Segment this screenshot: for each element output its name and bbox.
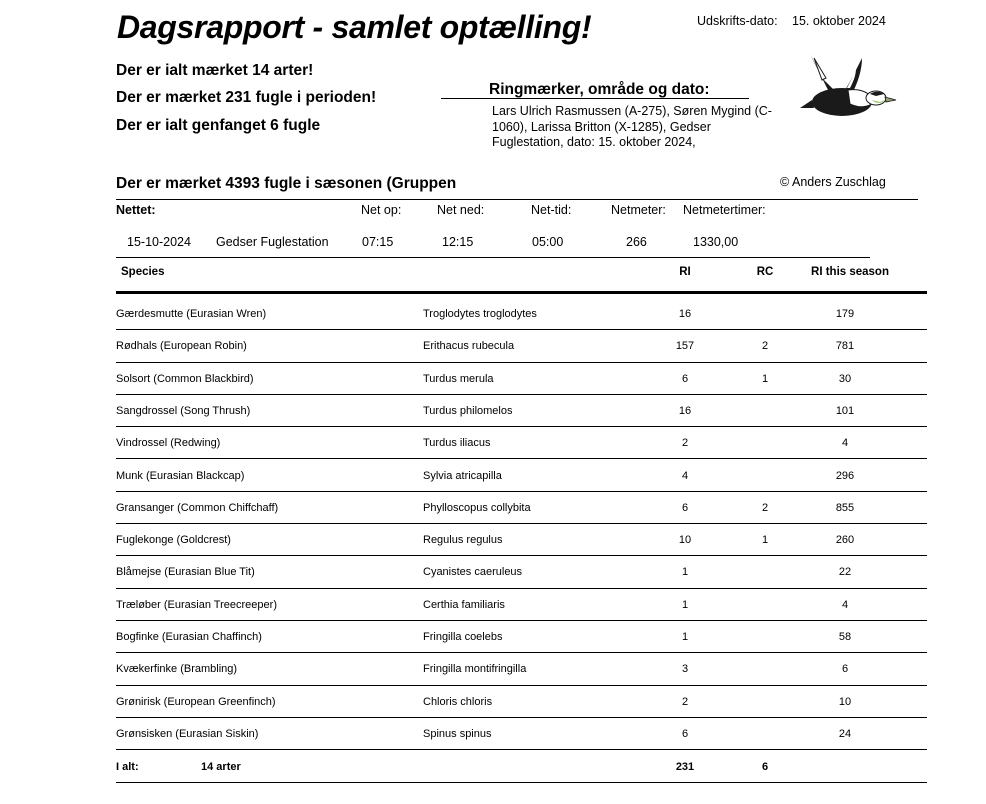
- ri-value: 10: [678, 534, 692, 547]
- ri-season-value: 781: [835, 340, 855, 353]
- table-row: [116, 394, 927, 427]
- col-header-ri-season: RI this season: [811, 266, 889, 278]
- table-row: [116, 620, 927, 653]
- scientific-name: Turdus merula: [423, 372, 494, 385]
- species-name: Blåmejse (Eurasian Blue Tit): [116, 566, 255, 579]
- species-name: Gransanger (Common Chiffchaff): [116, 501, 279, 514]
- summary-species-count: Der er ialt mærket 14 arter!: [116, 62, 314, 79]
- table-row: [116, 362, 927, 395]
- total-species-count: 14 arter: [201, 761, 241, 773]
- species-name: Gærdesmutte (Eurasian Wren): [116, 308, 267, 320]
- ringers-heading: Ringmærker, område og dato:: [489, 81, 710, 98]
- net-up-value: 07:15: [362, 235, 394, 249]
- ri-season-value: 101: [835, 404, 855, 417]
- net-time-label: Net-tid:: [531, 203, 572, 217]
- scientific-name: Phylloscopus collybita: [423, 501, 531, 514]
- ri-season-value: 10: [838, 695, 852, 708]
- scientific-name: Erithacus rubecula: [423, 340, 515, 353]
- table-total-row: [116, 750, 927, 783]
- copyright: © Anders Zuschlag: [780, 175, 886, 189]
- summary-birds-period: Der er mærket 231 fugle i perioden!: [116, 89, 377, 106]
- rc-value: 2: [761, 340, 769, 353]
- rc-value: 2: [761, 501, 769, 514]
- net-time-value: 05:00: [532, 235, 564, 249]
- print-date-label: Udskrifts-dato:: [697, 14, 778, 28]
- ri-season-value: 855: [835, 501, 855, 514]
- table-row: [116, 555, 927, 588]
- table-row: [116, 426, 927, 459]
- net-up-label: Net op:: [361, 203, 402, 217]
- net-top-rule: [116, 199, 918, 200]
- ri-value: 16: [678, 404, 692, 417]
- ri-value: 4: [681, 469, 689, 482]
- table-row: [116, 491, 927, 524]
- print-date: 15. oktober 2024: [792, 14, 886, 28]
- net-meters-value: 266: [626, 235, 647, 249]
- table-row: [116, 685, 927, 718]
- table-row: [116, 588, 927, 621]
- ri-season-value: 179: [835, 308, 855, 320]
- total-rc: 6: [761, 761, 769, 773]
- scientific-name: Certhia familiaris: [423, 598, 505, 611]
- net-date: 15-10-2024: [127, 235, 191, 249]
- scientific-name: Fringilla montifringilla: [423, 663, 527, 676]
- species-name: Grønsisken (Eurasian Siskin): [116, 727, 259, 740]
- ri-value: 1: [681, 631, 689, 643]
- table-row: [116, 652, 927, 685]
- ri-value: 1: [681, 598, 689, 611]
- ri-season-value: 22: [838, 566, 852, 579]
- ri-season-value: 58: [838, 631, 852, 643]
- ri-season-value: 24: [838, 727, 852, 740]
- ri-value: 6: [681, 372, 689, 385]
- species-name: Bogfinke (Eurasian Chaffinch): [116, 631, 262, 643]
- ri-season-value: 296: [835, 469, 855, 482]
- scientific-name: Regulus regulus: [423, 534, 503, 547]
- ri-season-value: 4: [841, 598, 849, 611]
- ri-season-value: 4: [841, 437, 849, 450]
- ri-season-value: 30: [838, 372, 852, 385]
- species-name: Fuglekonge (Goldcrest): [116, 534, 231, 547]
- col-header-species: Species: [121, 266, 165, 278]
- table-row: [116, 459, 927, 492]
- ri-season-value: 6: [841, 663, 849, 676]
- species-name: Munk (Eurasian Blackcap): [116, 469, 245, 482]
- ri-value: 157: [675, 340, 695, 353]
- col-header-rc: RC: [756, 266, 774, 278]
- ri-value: 1: [681, 566, 689, 579]
- net-down-label: Net ned:: [437, 203, 485, 217]
- net-location: Gedser Fuglestation: [216, 235, 329, 249]
- net-down-value: 12:15: [442, 235, 474, 249]
- table-header-rule: [116, 291, 927, 294]
- col-header-ri: RI: [679, 266, 691, 278]
- species-name: Kvækerfinke (Brambling): [116, 663, 238, 676]
- species-name: Vindrossel (Redwing): [116, 437, 221, 450]
- ringers-text: Lars Ulrich Rasmussen (A-275), Søren Mygind (C-1060), Larissa Britton (X-1285), Gedser Fuglestation, dato: 15. oktober 2024,: [492, 104, 772, 149]
- rc-value: 1: [761, 372, 769, 385]
- ri-value: 6: [681, 727, 689, 740]
- ri-value: 6: [681, 501, 689, 514]
- ri-value: 3: [681, 663, 689, 676]
- net-meter-hours-value: 1330,00: [693, 235, 739, 249]
- species-name: Rødhals (European Robin): [116, 340, 247, 353]
- net-meters-label: Netmeter:: [611, 203, 666, 217]
- total-label: I alt:: [116, 761, 139, 773]
- scientific-name: Chloris chloris: [423, 695, 493, 708]
- report-title: Dagsrapport - samlet optælling!: [117, 9, 592, 45]
- eider-duck-icon: [790, 50, 900, 130]
- species-name: Sangdrossel (Song Thrush): [116, 404, 251, 417]
- ringers-divider: [441, 98, 749, 99]
- scientific-name: Spinus spinus: [423, 727, 492, 740]
- species-name: Solsort (Common Blackbird): [116, 372, 254, 385]
- ri-value: 2: [681, 437, 689, 450]
- table-row: [116, 329, 927, 362]
- rc-value: 1: [761, 534, 769, 547]
- duck-bill: [885, 97, 896, 102]
- net-meter-hours-label: Netmetertimer:: [683, 203, 766, 217]
- scientific-name: Sylvia atricapilla: [423, 469, 502, 482]
- net-bottom-rule: [116, 257, 870, 258]
- ri-season-value: 260: [835, 534, 855, 547]
- table-row: [116, 717, 927, 750]
- table-row: [116, 297, 927, 330]
- table-row: [116, 523, 927, 556]
- scientific-name: Cyanistes caeruleus: [423, 566, 523, 579]
- duck-tail: [800, 100, 814, 108]
- species-name: Grønirisk (European Greenfinch): [116, 695, 276, 708]
- season-total: Der er mærket 4393 fugle i sæsonen (Gruppen: [116, 175, 457, 192]
- scientific-name: Troglodytes troglodytes: [423, 308, 537, 320]
- scientific-name: Turdus philomelos: [423, 404, 513, 417]
- species-name: Træløber (Eurasian Treecreeper): [116, 598, 277, 611]
- total-ri: 231: [675, 761, 695, 773]
- scientific-name: Fringilla coelebs: [423, 631, 503, 643]
- net-label: Nettet:: [116, 203, 156, 217]
- summary-recaptured: Der er ialt genfanget 6 fugle: [116, 117, 321, 134]
- scientific-name: Turdus iliacus: [423, 437, 491, 450]
- duck-back-wing-white: [814, 58, 826, 80]
- ri-value: 16: [678, 308, 692, 320]
- ri-value: 2: [681, 695, 689, 708]
